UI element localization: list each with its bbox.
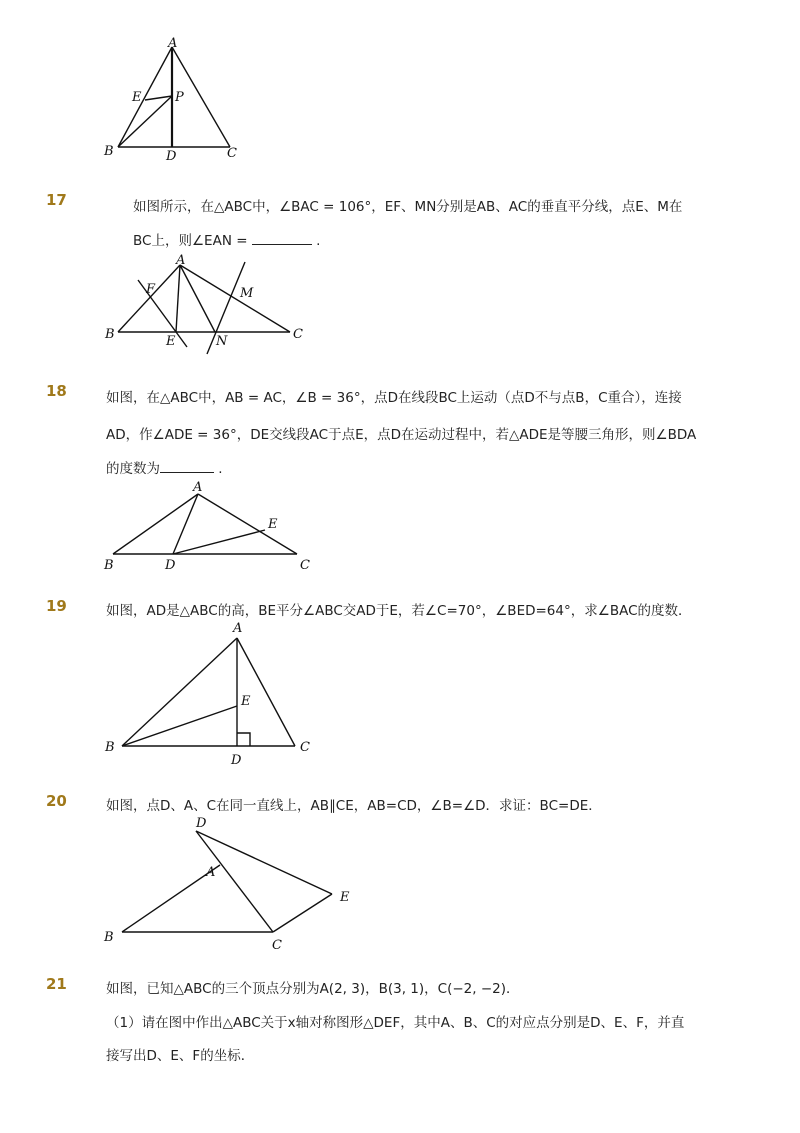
label-D: D [165,558,176,573]
q18-text-line3-start: 的度数为 [106,461,160,477]
question-number-21: 21 [46,975,67,993]
label-A: A [168,36,178,51]
figure-q17 [100,250,320,360]
question-number-20: 20 [46,792,67,810]
figure-q18 [100,478,320,578]
question-number-18: 18 [46,382,67,400]
label-D: D [196,816,207,831]
label-A: A [193,480,203,495]
question-number-17: 17 [46,191,67,209]
figure-q19 [100,618,330,768]
label-B: B [104,930,114,945]
label-F: F [146,282,156,297]
q21-text-line1: 如图，已知△ABC的三个顶点分别为A(2, 3)，B(3, 1)，C(−2, −2)． [106,981,520,997]
label-C: C [300,558,310,573]
q21-text-line3: 接写出D、E、F的坐标． [106,1048,255,1064]
q18-text-line2: AD，作∠ADE = 36°，DE交线段AC于点E，点D在运动过程中，若△ADE是等腰三角形，则∠BDA [106,427,697,443]
answer-blank [160,460,214,473]
q17-text-line1: 如图所示，在△ABC中，∠BAC = 106°，EF、MN分别是AB、AC的垂直平分线，点E、M在 [133,199,683,215]
q19-text-line1: 如图，AD是△ABC的高，BE平分∠ABC交AD于E，若∠C=70°，∠BED=64°，求∠BAC的度数． [106,603,692,619]
label-C: C [300,740,310,755]
label-E: E [132,90,142,105]
label-B: B [104,144,114,159]
label-A: A [176,253,186,268]
q20-text-line1: 如图，点D、A、C在同一直线上，AB∥CE，AB=CD，∠B=∠D．求证：BC=DE． [106,798,602,814]
label-E: E [268,517,278,532]
label-C: C [293,327,303,342]
q18-text-line1: 如图，在△ABC中，AB = AC，∠B = 36°，点D在线段BC上运动（点D不与点B，C重合），连接 [106,390,682,406]
q17-text-line2 [133,229,320,249]
label-B: B [105,327,115,342]
label-B: B [105,740,115,755]
label-E: E [340,890,350,905]
answer-blank [252,232,312,245]
figure-q20 [100,812,370,952]
label-A: A [206,865,216,880]
label-B: B [104,558,114,573]
label-N: N [216,334,228,349]
q17-text-line2-start: BC上，则∠EAN = [133,233,252,249]
label-C: C [272,938,282,953]
label-A: A [233,621,243,636]
q21-text-line2: （1）请在图中作出△ABC关于x轴对称图形△DEF，其中A、B、C的对应点分别是D、E、F，并直 [106,1015,685,1031]
label-E: E [241,694,251,709]
q18-text-line3-end: . [218,461,223,477]
label-E: E [166,334,176,349]
label-M: M [240,286,254,301]
label-P: P [175,90,184,105]
q17-text-line2-end: . [316,233,321,249]
label-D: D [166,149,177,164]
question-number-19: 19 [46,597,67,615]
q18-text-line3 [106,457,223,477]
figure-q16 [100,35,250,165]
label-D: D [231,753,242,768]
label-C: C [227,146,237,161]
